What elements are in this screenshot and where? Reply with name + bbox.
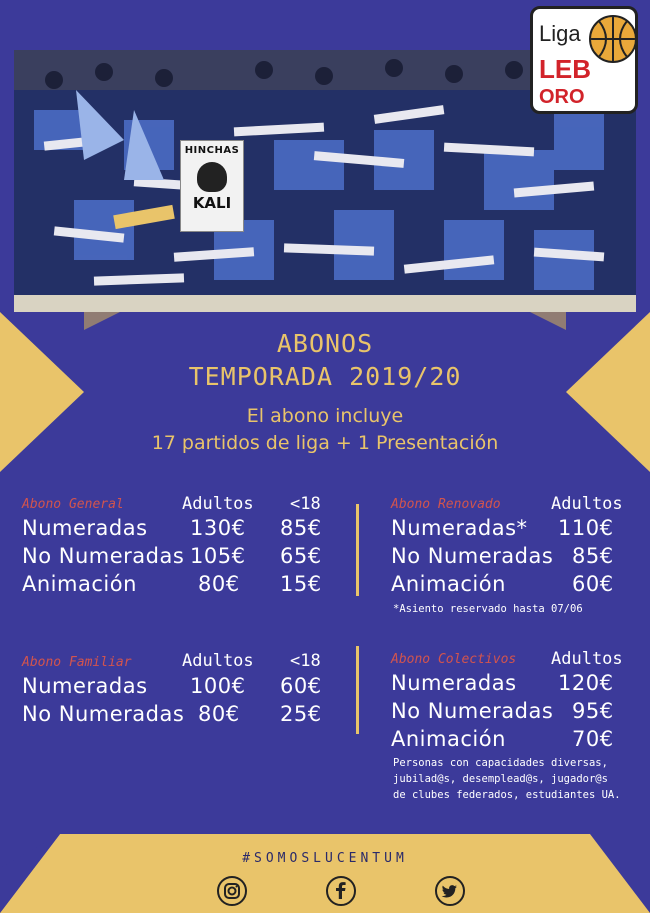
title-abonos: ABONOS — [276, 329, 374, 358]
hashtag: #SOMOSLUCENTUM — [242, 851, 408, 866]
general-row-adult-price: 80€ — [198, 572, 240, 596]
general-col-under18: <18 — [290, 494, 321, 514]
general-title: Abono General — [22, 497, 124, 512]
colectivos-col-adultos: Adultos — [551, 649, 623, 669]
colectivos-row-price: 120€ — [558, 671, 614, 695]
familiar-row-adult-price: 80€ — [198, 702, 240, 726]
basketball-icon — [589, 15, 637, 63]
includes-line-2: 17 partidos de liga + 1 Presentación — [151, 432, 499, 454]
colectivos-note-line: jubilad@s, desemplead@s, jugador@s — [393, 773, 608, 785]
colectivos-row-label: No Numeradas — [391, 699, 554, 723]
familiar-row-label: Numeradas — [22, 674, 148, 698]
general-row-label: Numeradas — [22, 516, 148, 540]
sign-bottom-text: KALI — [192, 194, 232, 212]
familiar-title: Abono Familiar — [22, 655, 132, 670]
renovado-row-label: Numeradas* — [391, 516, 528, 540]
divider-bottom — [356, 646, 359, 734]
renovado-note: *Asiento reservado hasta 07/06 — [393, 603, 583, 615]
general-row-adult-price: 105€ — [190, 544, 246, 568]
sign-top-text: HINCHAS — [184, 145, 240, 156]
liga-leb-oro-logo — [530, 6, 638, 114]
general-row-under18-price: 85€ — [280, 516, 322, 540]
colectivos-row-price: 95€ — [572, 699, 614, 723]
includes-line-1: El abono incluye — [246, 405, 404, 427]
instagram-icon[interactable] — [217, 876, 247, 906]
renovado-row-label: No Numeradas — [391, 544, 554, 568]
renovado-row-price: 85€ — [572, 544, 614, 568]
colectivos-note — [393, 755, 621, 803]
logo-liga-text: Liga — [539, 21, 581, 46]
general-row-adult-price: 130€ — [190, 516, 246, 540]
footer-band — [0, 828, 650, 913]
twitter-icon[interactable] — [435, 876, 465, 906]
familiar-col-under18: <18 — [290, 651, 321, 671]
colectivos-row-label: Numeradas — [391, 671, 517, 695]
familiar-row-adult-price: 100€ — [190, 674, 246, 698]
facebook-icon[interactable] — [326, 876, 356, 906]
general-row-label: Animación — [22, 572, 137, 596]
renovado-row-price: 110€ — [558, 516, 614, 540]
renovado-col-adultos: Adultos — [551, 494, 623, 514]
cat-emblem — [197, 162, 227, 192]
colectivos-note-line: Personas con capacidades diversas, — [393, 757, 608, 769]
colectivos-title: Abono Colectivos — [391, 652, 517, 667]
renovado-row-label: Animación — [391, 572, 506, 596]
familiar-col-adultos: Adultos — [182, 651, 254, 671]
logo-leb-text: LEB — [539, 54, 591, 84]
colectivos-row-price: 70€ — [572, 727, 614, 751]
logo-oro-text: ORO — [539, 86, 585, 108]
hinchas-sign — [180, 140, 244, 232]
renovado-row-price: 60€ — [572, 572, 614, 596]
general-col-adultos: Adultos — [182, 494, 254, 514]
title-temporada: TEMPORADA 2019/20 — [188, 362, 462, 391]
familiar-row-under18-price: 60€ — [280, 674, 322, 698]
general-row-label: No Numeradas — [22, 544, 185, 568]
general-row-under18-price: 65€ — [280, 544, 322, 568]
divider-top — [356, 504, 359, 596]
colectivos-row-label: Animación — [391, 727, 506, 751]
renovado-title: Abono Renovado — [391, 497, 501, 512]
familiar-row-under18-price: 25€ — [280, 702, 322, 726]
familiar-row-label: No Numeradas — [22, 702, 185, 726]
general-row-under18-price: 15€ — [280, 572, 322, 596]
colectivos-note-line: de clubes federados, estudiantes UA. — [393, 789, 621, 801]
